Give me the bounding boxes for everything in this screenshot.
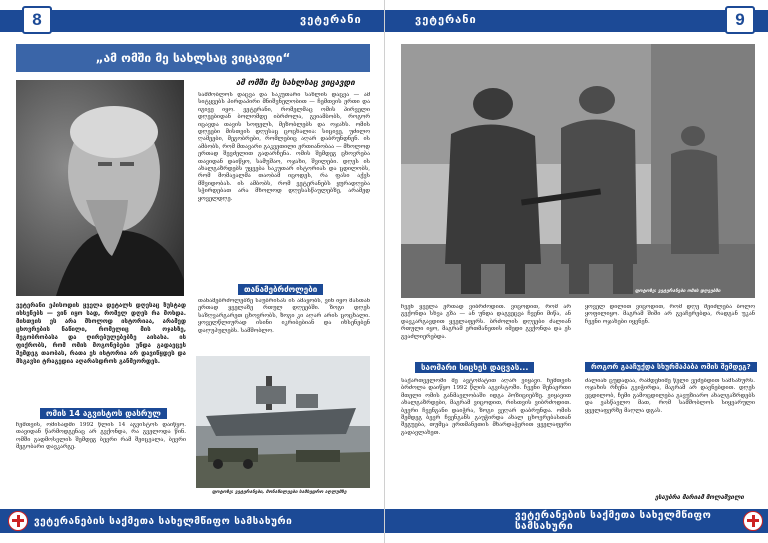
body-column-3: ჩემთვის, ომისადმი 1992 წლის 14 აგვისტოს დაიწყო. თავიდან წარმოდგენაც არ გვქონდა, რა გველოდა წინ. ომში გადმოსვლის შემდეგ ბევრი რამ შეიცვალა, ბევრი მეგობარი დავკარგე.	[16, 422, 186, 451]
footer-text: ვეტერანების საქმეთა სახელმწიფო სამსახური	[34, 515, 293, 527]
article-banner-title: „ამ ომში მე სახლსაც ვიცავდი“	[16, 44, 370, 72]
author-signature: ესაუბრა მარიამ მოლაშვილი	[655, 494, 744, 501]
subhead-1: ამ ომში მე სახლსაც ვიცავდი	[236, 78, 355, 87]
soldiers-photo	[401, 44, 755, 298]
subhead-1: საომარი სიცხეს დაცვას...	[415, 362, 534, 373]
portrait-photo	[16, 80, 184, 296]
footer-bar	[0, 509, 384, 533]
section-title: ვეტერანი	[415, 13, 477, 26]
pull-quote: ვეტერანი ეპისოდის ყველა დეტალს დღესაც ზუსტად იხსენებს — ვინ იყო სად, რომელ დღეს რა მოხდა. მისთვის ეს არა მხოლოდ ისტორიაა, არამედ ცხოვრების ნაწილი, რომელიც მის ოჯახზე, მეგობრობასა და ღირებულებებზე აისახა. ის ფიქრობს, რომ ომის მოგონებები უნდა გადაეცეს შემდეგ თაობას, რათა ეს ისტორია არ დავიწყდეს და მსგავსი ტრაგედია აღარასდროს განმეორდეს.	[16, 302, 186, 365]
body-column-2: ყოველ დილით ვიცოდით, რომ დღე შეიძლება ბოლო ყოფილიყო. მაგრამ შიში არ გვაჩერებდა, რადგან უკან ჩვენი ოჯახები იყვნენ.	[585, 304, 755, 325]
subhead-3: ომის 14 აგვისტოს დასრულ	[40, 408, 167, 419]
agency-logo-icon	[743, 511, 763, 531]
body-column-3: საქართველოში მე ავტომატით აღარ ვიყავი. ჩემთვის ბრძოლა დაიწყო 1992 წლის აგვისტოში. ჩვენი შენაერთი მთელი ომის განმავლობაში იდგა პოზიციებზე. ვიყავით ახალგაზრდები, მაგრამ ვიცოდით, რისთვის ვიბრძოდით. ბევრი ჩვენგანი დაიჭრა, ზოგი ვეღარ დაბრუნდა. ომის შემდეგ ბევრ ჩვენგანს გაუჭირდა ახალ ცხოვრებასთან შეგუება, თუმცა ერთმანეთის მხარდაჭერით ყველაფერი გადავლახეთ.	[401, 378, 571, 436]
ship-photo	[196, 356, 370, 488]
page-number: 8	[22, 6, 52, 34]
ship-photo-image	[196, 356, 370, 488]
right-page	[384, 0, 768, 543]
page-number: 9	[725, 6, 755, 34]
section-title: ვეტერანი	[300, 13, 362, 26]
subhead-2: როგორ გააჩუქდა სხურმაპაბა ომის შემდეგ?	[585, 362, 757, 372]
body-column-1: ჩვენ ყველა ერთად ვიბრძოდით. ვიცოდით, რომ არ გვქონდა სხვა გზა — ან უნდა დაგვეცვა ჩვენი მიწა, ან დავკარგავდით ყველაფერს. ბრძოლის დღეები ძალიან რთული იყო, მაგრამ ერთმანეთის იმედი გვქონდა და ეს გვაძლიერებდა.	[401, 304, 571, 340]
body-column-4: ძალიან ცუდადაა, რამდენიმე წელი ვეძებდით სამსახურს. ოჯახის რჩენა გვიჭირდა, მაგრამ არ დავნებდით. დღეს ვცდილობ, ჩემი გამოცდილება გავუზიარო ახალგაზრდებს და ვასწავლო მათ, რომ სამშობლოს სიყვარული ყველაფერზე მაღლა დგას.	[585, 378, 755, 414]
ship-photo-caption: ფოტოზე: ვეტერანები, მონაწილეები სამხედრო აღლუმზე	[212, 490, 347, 495]
body-column-1: სამშობლოს დაცვა და საკუთარი სახლის დაცვა — ამ სიტყვებს პირდაპირი მნიშვნელობით — ჩემთვის ერთი და იგივე იყო. ვეტერანი, რომელმაც ომის პირველი დღეებიდან ბოლომდე იბრძოლა, გვიამბობს, როგორ იცავდა თავის სოფელს, მეზობლებს და ოჯახს. ომის დღეები მისთვის დღესაც ცოცხალია: სიცივე, უძილო ღამეები, მეგობრები, რომლებიც აღარ დაბრუნდნენ. ის ამბობს, რომ მთავარი გაკვეთილი ერთიანობაა — მხოლოდ ერთად შევძელით გადარჩენა. ომის შემდეგ ცხოვრება თავიდან დაიწყო, სამუშაო, ოჯახი, შვილები. დღეს ის ახალგაზრდებს უყვება საკუთარ ისტორიას და ცდილობს, რომ მომავალმა თაობამ იცოდეს, რა ფასი აქვს მშვიდობას. ის ამბობს, რომ ვეტერანებს ყურადღება სჭირდებათ არა მხოლოდ დღესასწაულებზე, არამედ ყოველდღე.	[198, 92, 370, 202]
body-column-2: თანამებრძოლებზე საუბრისას ის ამაყობს, ვინ იყო მასთან ერთად ყველაზე რთულ დღეებში. ზოგი დღეს საზღვარგარეთ ცხოვრობს, ზოგი კი აღარ არის ცოცხალი. ყოველწლიურად ისინი იკრიბებიან და იხსენებენ დაღუპულებს. სამშობლო.	[198, 298, 370, 334]
portrait-photo-image	[16, 80, 184, 296]
agency-logo-icon	[8, 511, 28, 531]
subhead-2: თანამებრძოლები	[238, 284, 323, 295]
footer-text: ვეტერანების საქმეთა სახელმწიფო სამსახური	[515, 510, 712, 532]
footer-bar	[385, 509, 768, 533]
soldiers-photo-image	[401, 44, 755, 298]
soldiers-photo-caption: ფოტოზე: ვეტერანები ომის დღეებში	[635, 289, 721, 294]
